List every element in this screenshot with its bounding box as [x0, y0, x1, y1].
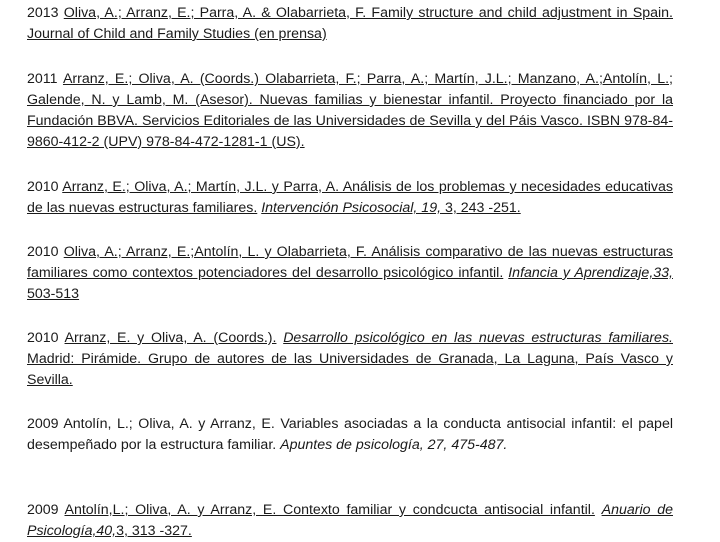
- reference-entry: [27, 69, 673, 153]
- reference-year: 2010: [27, 244, 59, 260]
- reference-journal[interactable]: Desarrollo psicológico en las nuevas estructuras familiares.: [283, 330, 673, 346]
- reference-pages[interactable]: 503-513: [27, 286, 80, 302]
- reference-year: 2013: [27, 5, 59, 21]
- reference-journal[interactable]: Infancia y Aprendizaje,33,: [508, 265, 673, 281]
- reference-publisher[interactable]: Madrid: Pirámide. Grupo de autores de las Universidades de Granada, La Laguna, País Vasco y Sevilla.: [27, 351, 673, 388]
- reference-entry: [27, 242, 673, 305]
- reference-entry: [27, 177, 673, 219]
- reference-entry: [27, 414, 673, 456]
- reference-year: 2011: [27, 71, 58, 87]
- reference-text[interactable]: Oliva, A.; Arranz, E.; Parra, A. & Olabarrieta, F. Family structure and child adjustment in Spain. Journal of Child and Family Studies (en prensa): [27, 5, 673, 42]
- reference-year: 2010: [27, 179, 59, 195]
- reference-text[interactable]: Antolín,L.; Oliva, A. y Arranz, E. Contexto familiar y condcucta antisocial infantil.: [64, 502, 595, 518]
- reference-year: 2009: [27, 502, 59, 518]
- reference-journal[interactable]: Intervención Psicosocial, 19,: [261, 200, 442, 216]
- reference-journal: Apuntes de psicología, 27, 475-487.: [280, 437, 508, 453]
- reference-text[interactable]: Arranz, E.; Oliva, A.; Martín, J.L. y Parra, A. Análisis de los problemas y necesidades educativas de las nuevas estructuras familiares.: [27, 179, 673, 216]
- reference-entry: [27, 500, 673, 542]
- reference-entry: [27, 3, 673, 45]
- reference-pages[interactable]: 3, 243 -251.: [441, 200, 521, 216]
- reference-text: Antolín, L.; Oliva, A. y Arranz, E. Variables asociadas a la conducta antisocial infantil: el papel desempeñado por la estructura familiar.: [27, 416, 673, 453]
- reference-text[interactable]: Arranz, E.; Oliva, A. (Coords.) Olabarrieta, F.; Parra, A.; Martín, J.L.; Manzano, A.;Antolín, L.; Galende, N. y Lamb, M. (Asesor). Nuevas familias y bienestar infantil. Proyecto financiado por la Fundación BBVA. Servicios Editoriales de las Universidades de Sevilla y del Páis Vasco. ISBN 978-84-9860-412-2 (UPV) 978-84-472-1281-1 (US).: [27, 71, 673, 150]
- reference-entry: [27, 328, 673, 391]
- reference-text[interactable]: Oliva, A.; Arranz, E.;Antolín, L. y Olabarrieta, F. Análisis comparativo de las nuevas estructuras familiares como contextos potenciadores del desarrollo psicológico infantil.: [27, 244, 673, 281]
- reference-journal[interactable]: Anuario de Psicología,40,: [27, 502, 673, 539]
- reference-pages[interactable]: 3, 313 -327.: [116, 523, 192, 539]
- reference-text[interactable]: Arranz, E. y Oliva, A. (Coords.).: [64, 330, 277, 346]
- reference-year: 2009: [27, 416, 59, 432]
- reference-year: 2010: [27, 330, 59, 346]
